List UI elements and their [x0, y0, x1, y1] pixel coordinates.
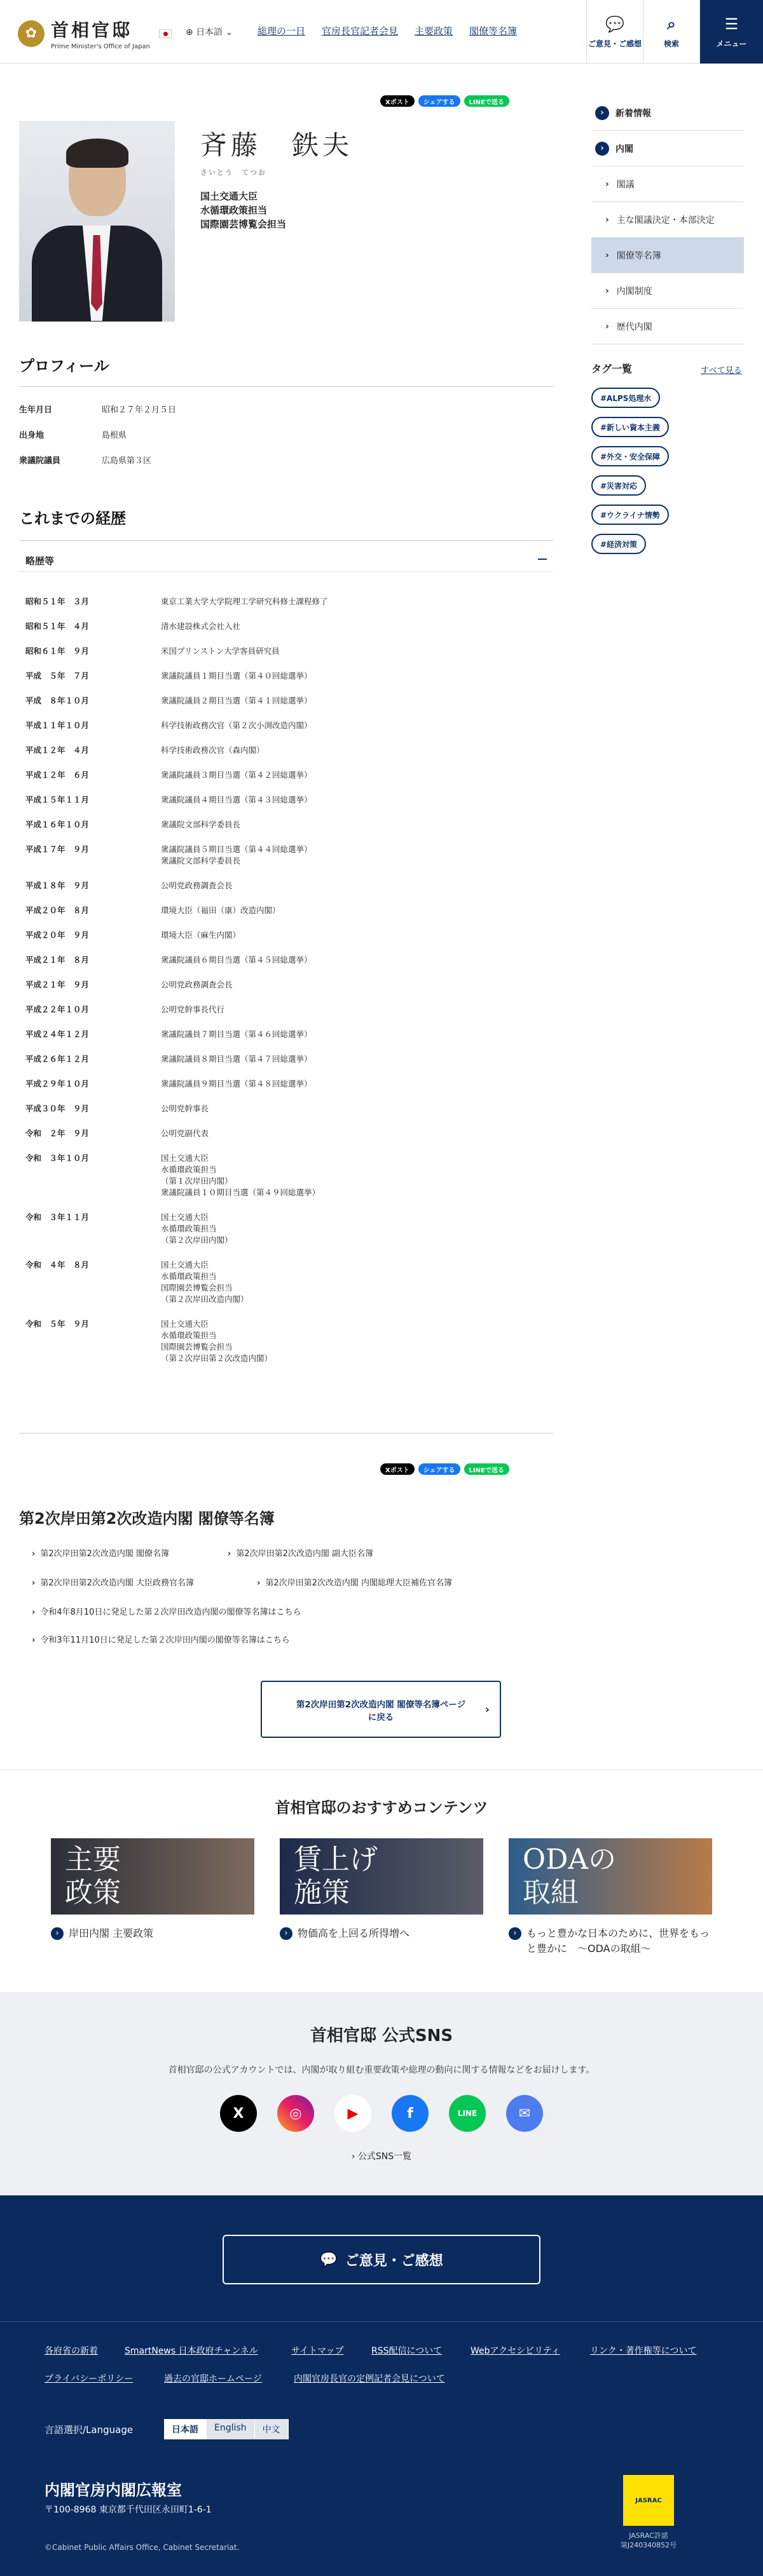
- career-row: [25, 1128, 209, 1139]
- career-event-line: 環境大臣（麻生内閣）: [161, 930, 241, 940]
- footer-address: 〒100-8968 東京都千代田区永田町1-6-1: [45, 2505, 212, 2515]
- career-row: [25, 1153, 320, 1198]
- line-share-button[interactable]: LINEで送る: [464, 95, 509, 107]
- footer-link[interactable]: SmartNews 日本政府チャンネル: [125, 2346, 258, 2356]
- back-to-cabinet-list-button[interactable]: [261, 1681, 501, 1738]
- sidebar-item-ministers[interactable]: [591, 238, 744, 273]
- career-row: [25, 695, 312, 707]
- accordion-title: 略歴等: [25, 555, 55, 567]
- sns-heading: 首相官邸 公式SNS: [310, 2026, 453, 2045]
- search-icon: ⌕: [667, 15, 676, 33]
- career-date: 昭和５１年 ３月: [25, 597, 90, 606]
- career-date: 平成２９年１０月: [25, 1079, 90, 1088]
- career-row: [25, 979, 233, 991]
- chevron-right-icon: ›: [280, 1927, 292, 1940]
- footer-opinion-button[interactable]: [223, 2235, 540, 2284]
- career-heading: これまでの経歴: [19, 510, 126, 527]
- career-date: 平成２０年 ９月: [25, 930, 90, 940]
- chevron-right-icon: ›: [351, 2152, 358, 2162]
- x-icon[interactable]: X: [220, 2095, 257, 2132]
- recommend-heading: 首相官邸のおすすめコンテンツ: [275, 1799, 488, 1817]
- career-date: 平成２６年１２月: [25, 1054, 90, 1064]
- messenger-icon[interactable]: ✉: [506, 2095, 543, 2132]
- recommend-caption: もっと豊かな日本のために、世界をもっと豊かに 〜ODAの取組〜: [526, 1927, 710, 1955]
- career-event: [161, 1319, 272, 1364]
- career-event: [161, 646, 280, 657]
- image-text: 主要: [65, 1843, 121, 1876]
- position-line: 国際園芸博覧会担当: [200, 219, 287, 230]
- recommend-caption: 岸田内閣 主要政策: [69, 1927, 154, 1939]
- career-date: 平成２０年 ８月: [25, 905, 90, 915]
- language-label: 日本語: [196, 27, 223, 37]
- footer-org: 内閣官房内閣広報室: [45, 2481, 182, 2499]
- image-text: 賃上げ: [294, 1843, 378, 1876]
- profile-key: 出身地: [19, 431, 45, 440]
- sidebar-label: 新着情報: [615, 108, 651, 119]
- career-event-line: 国際園芸博覧会担当: [161, 1342, 233, 1352]
- cabinet-link[interactable]: › 第2次岸田第2次改造内閣 大臣政務官名簿: [32, 1576, 194, 1588]
- career-row: [25, 819, 240, 830]
- career-event: [161, 670, 312, 682]
- cabinet-link[interactable]: › 第2次岸田第2次改造内閣 内閣総理大臣補佐官名簿: [257, 1576, 452, 1588]
- career-event: [161, 1259, 249, 1305]
- career-row: [25, 745, 265, 756]
- collapse-icon: [538, 559, 547, 560]
- global-nav: [258, 24, 517, 37]
- career-event: [161, 819, 240, 830]
- career-event: [161, 621, 240, 632]
- button-line: 第2次岸田第2次改造内閣 閣僚等名簿ページ: [296, 1700, 466, 1710]
- site-logo[interactable]: [18, 17, 172, 50]
- share-buttons-top: [380, 95, 509, 107]
- language-switcher: [164, 2419, 289, 2439]
- footer-link[interactable]: RSS配信について: [371, 2346, 443, 2356]
- career-date: 平成１７年 ９月: [25, 844, 90, 854]
- career-date: 平成２１年 ８月: [25, 955, 90, 965]
- footer-link[interactable]: リンク・著作権等について: [590, 2346, 697, 2356]
- jasrac-logo: JASRAC: [623, 2475, 674, 2526]
- chevron-right-icon: ›: [485, 1703, 490, 1716]
- career-event-line: 衆議院議員８期目当選（第４７回総選挙）: [161, 1054, 312, 1064]
- career-event: [161, 794, 312, 806]
- career-event-line: 公明党副代表: [161, 1129, 209, 1138]
- chevron-right-icon: ›: [595, 106, 609, 120]
- career-event-line: 清水建設株式会社入社: [161, 621, 241, 631]
- career-event: [161, 844, 312, 867]
- sidebar-item-history[interactable]: [591, 309, 744, 344]
- career-row: [25, 844, 312, 867]
- career-date: 令和 ５年 ９月: [25, 1319, 90, 1329]
- career-date: 昭和６１年 ９月: [25, 646, 90, 656]
- sns-section: [0, 1992, 763, 2195]
- career-row: [25, 1004, 224, 1015]
- career-event-line: （第２次岸田第２次改造内閣）: [161, 1353, 273, 1363]
- footer-link[interactable]: 各府省の新着: [45, 2346, 98, 2356]
- profile-row: [19, 454, 151, 466]
- image-text: 取組: [523, 1876, 579, 1909]
- career-date: 平成１５年１１月: [25, 795, 90, 804]
- minister-name-kana: さいとう てつお: [200, 168, 266, 177]
- career-event-line: 水循環政策担当: [161, 1165, 217, 1174]
- sidebar-item-system[interactable]: [591, 273, 744, 309]
- profile-value: 昭和２７年２月５日: [102, 405, 177, 415]
- profile-row: [19, 403, 176, 415]
- minister-name: 斉藤 鉄夫: [200, 130, 354, 161]
- career-row: [25, 1319, 272, 1364]
- career-event: [161, 880, 233, 891]
- menu-label: メニュー: [716, 39, 747, 48]
- cabinet-link[interactable]: › 第2次岸田第2次改造内閣 副大臣名簿: [228, 1547, 373, 1559]
- recommend-image: [51, 1838, 254, 1915]
- profile-heading: プロフィール: [19, 357, 109, 375]
- tag-ukraine[interactable]: #ウクライナ情勢: [591, 505, 669, 525]
- nav-press[interactable]: 官房長官記者会見: [322, 25, 399, 37]
- language-label: 言語選択/Language: [45, 2424, 134, 2436]
- career-date: 平成２４年１２月: [25, 1029, 90, 1039]
- globe-icon: ⊕: [186, 27, 196, 37]
- opinion-button[interactable]: [586, 0, 643, 64]
- career-row: [25, 596, 328, 607]
- profile-value: 島根県: [102, 431, 127, 440]
- sidebar-label: 内閣: [615, 144, 633, 154]
- image-text: 施策: [294, 1876, 350, 1909]
- career-event-line: 衆議院議員１０期目当選（第４９回総選挙）: [161, 1188, 320, 1197]
- divider: [0, 2321, 763, 2322]
- career-date: 平成１２年 ４月: [25, 745, 90, 755]
- menu-button[interactable]: [699, 0, 763, 64]
- jasrac-line: JASRAC許諾: [629, 2532, 668, 2540]
- chevron-right-icon: ›: [509, 1927, 521, 1940]
- career-row: [25, 794, 312, 806]
- chat-bubble-icon: 💬: [605, 15, 624, 33]
- career-event-line: 衆議院議員３期目当選（第４２回総選挙）: [161, 770, 312, 780]
- career-event: [161, 954, 312, 966]
- career-row: [25, 1259, 249, 1305]
- career-date: 平成２１年 ９月: [25, 980, 90, 989]
- youtube-icon[interactable]: ▶: [334, 2095, 371, 2132]
- instagram-icon[interactable]: ◎: [277, 2095, 314, 2132]
- position-line: 水循環政策担当: [200, 205, 268, 216]
- search-label: 検索: [663, 39, 679, 48]
- career-event-line: 衆議院議員１期目当選（第４０回総選挙）: [161, 671, 312, 681]
- career-event-line: （第２次岸田改造内閣）: [161, 1294, 249, 1304]
- career-row: [25, 769, 312, 781]
- career-event: [161, 596, 328, 607]
- career-event-line: 衆議院議員４期目当選（第４３回総選挙）: [161, 795, 312, 804]
- career-event-line: 米国プリンストン大学客員研究員: [161, 646, 280, 656]
- career-date: 平成３０年 ９月: [25, 1104, 90, 1113]
- career-row: [25, 646, 280, 657]
- career-row: [25, 720, 312, 731]
- career-event-line: 国土交通大臣: [161, 1212, 209, 1222]
- career-row: [25, 1054, 312, 1065]
- opinion-label: ご意見・ご感想: [588, 39, 642, 48]
- career-event: [161, 1128, 209, 1139]
- career-event-line: 衆議院議員２期目当選（第４１回総選挙）: [161, 696, 312, 705]
- recommend-card[interactable]: [51, 1838, 254, 1941]
- sidebar-label: › 歴代内閣: [616, 322, 652, 332]
- career-row: [25, 670, 312, 682]
- career-row: [25, 880, 233, 891]
- lang-en[interactable]: English: [207, 2419, 255, 2439]
- career-event-line: 環境大臣（福田（康）改造内閣）: [161, 905, 280, 915]
- nav-policy[interactable]: 主要政策: [415, 25, 453, 37]
- recommend-image: [509, 1838, 712, 1915]
- career-event-line: 水循環政策担当: [161, 1271, 217, 1281]
- sidebar-item-cabinet[interactable]: [591, 131, 744, 166]
- footer-link[interactable]: 内閣官房長官の定例記者会見について: [294, 2374, 445, 2384]
- divider: [19, 386, 553, 387]
- tag-economic[interactable]: #経済対策: [591, 534, 646, 554]
- sidebar-label: › 閣僚等名簿: [616, 250, 661, 261]
- lang-ja[interactable]: 日本語: [164, 2419, 207, 2439]
- career-row: [25, 905, 280, 916]
- career-event-line: 水循環政策担当: [161, 1224, 217, 1233]
- career-event-line: 衆議院議員６期目当選（第４５回総選挙）: [161, 955, 312, 965]
- career-event: [161, 1029, 312, 1040]
- line-icon[interactable]: LINE: [449, 2095, 486, 2132]
- sidebar-label: › 閣議: [616, 179, 635, 190]
- divider: [19, 1433, 553, 1434]
- career-event-line: 国土交通大臣: [161, 1319, 209, 1329]
- footer-opinion-label: ご意見・ご感想: [345, 2253, 443, 2269]
- paulownia-emblem-icon: ✿: [18, 20, 45, 47]
- career-date: 平成１６年１０月: [25, 820, 90, 829]
- chat-bubble-icon: 💬: [320, 2251, 338, 2268]
- recommend-caption: 物価高を上回る所得増へ: [298, 1927, 410, 1939]
- chevron-down-icon: ⌄: [223, 27, 233, 37]
- tag-alps[interactable]: #ALPS処理水: [591, 388, 660, 408]
- career-date: 令和 ３年１０月: [25, 1153, 90, 1163]
- profile-value: 広島県第３区: [102, 456, 152, 466]
- footer-link[interactable]: サイトマップ: [291, 2346, 344, 2356]
- career-event-line: 東京工業大学大学院理工学研究科修士課程修了: [161, 597, 328, 606]
- career-event-line: 衆議院議員５期目当選（第４４回総選挙）: [161, 844, 312, 854]
- career-date: 平成１２年 ６月: [25, 770, 90, 780]
- career-date: 平成 ８年１０月: [25, 696, 90, 705]
- sns-list-label: 公式SNS一覧: [357, 2152, 412, 2162]
- recommend-card[interactable]: [509, 1838, 712, 1956]
- nav-ministers[interactable]: 閣僚等名簿: [469, 25, 518, 37]
- divider: [19, 540, 553, 541]
- tag-diplomacy[interactable]: #外交・安全保障: [591, 446, 669, 466]
- search-button[interactable]: [643, 0, 699, 64]
- career-date: 令和 ３年１１月: [25, 1212, 90, 1222]
- career-event: [161, 1004, 224, 1015]
- career-event: [161, 1054, 312, 1065]
- cabinet-link[interactable]: › 令和4年8月10日に発足した第２次岸田改造内閣の閣僚等名簿はこちら: [32, 1605, 301, 1617]
- position-line: 国土交通大臣: [200, 191, 258, 202]
- cabinet-heading: 第2次岸田第2次改造内閣 閣僚等名簿: [19, 1510, 275, 1528]
- sidebar-item-news[interactable]: [591, 95, 744, 131]
- image-text: 政策: [65, 1876, 121, 1909]
- copyright: ©Cabinet Public Affairs Office, Cabinet Secretariat.: [45, 2543, 240, 2552]
- lang-zh[interactable]: 中文: [255, 2419, 289, 2439]
- sidebar-item-decisions[interactable]: [591, 202, 744, 238]
- nav-daily[interactable]: 総理の一日: [258, 25, 306, 37]
- career-row: [25, 1078, 312, 1090]
- career-event-line: 公明党政務調査会長: [161, 980, 233, 989]
- sns-list-link[interactable]: [0, 2150, 763, 2162]
- career-event: [161, 1212, 233, 1246]
- x-post-button[interactable]: Xポスト: [380, 1463, 415, 1475]
- footer-link[interactable]: 過去の官邸ホームページ: [164, 2374, 262, 2384]
- career-event: [161, 745, 265, 756]
- career-event-line: 衆議院議員７期目当選（第４６回総選挙）: [161, 1029, 312, 1039]
- sidebar-item-kakugi[interactable]: [591, 166, 744, 202]
- share-buttons-bottom: [380, 1463, 509, 1475]
- tags-see-all-link[interactable]: すべて見る: [701, 366, 742, 376]
- site-footer: [0, 2195, 763, 2576]
- career-event-line: 公明党幹事長代行: [161, 1005, 225, 1014]
- x-post-button[interactable]: Xポスト: [380, 95, 415, 107]
- career-date: 令和 ４年 ８月: [25, 1260, 90, 1270]
- career-date: 平成 ５年 ７月: [25, 671, 90, 681]
- career-date: 令和 ２年 ９月: [25, 1129, 90, 1138]
- language-selector[interactable]: [186, 25, 233, 38]
- recommend-card[interactable]: [280, 1838, 483, 1941]
- tags-heading: タグ一覧: [591, 363, 633, 375]
- career-event: [161, 930, 240, 941]
- logo-subtitle: Prime Minister's Office of Japan: [51, 43, 150, 50]
- career-event-line: （第１次岸田内閣）: [161, 1176, 233, 1186]
- career-row: [25, 621, 240, 632]
- career-event: [161, 1103, 209, 1115]
- site-header: [0, 0, 763, 64]
- career-event: [161, 1153, 320, 1198]
- career-event-line: 衆議院議員９期目当選（第４８回総選挙）: [161, 1079, 312, 1088]
- career-row: [25, 930, 240, 941]
- career-event: [161, 979, 233, 991]
- career-event: [161, 695, 312, 707]
- career-event-line: （第２次岸田内閣）: [161, 1235, 233, 1245]
- career-event-line: 科学技術政務次官（第２次小渕改造内閣）: [161, 721, 312, 730]
- logo-title: 首相官邸: [51, 20, 133, 41]
- jasrac-line: 第J240340852号: [620, 2541, 677, 2549]
- button-line: に戻る: [368, 1712, 394, 1723]
- career-event-line: 国際園芸博覧会担当: [161, 1283, 233, 1292]
- career-event-line: 公明党政務調査会長: [161, 881, 233, 890]
- tag-new-capitalism[interactable]: #新しい資本主義: [591, 417, 669, 437]
- facebook-share-button[interactable]: シェアする: [418, 95, 460, 107]
- minister-portrait: [19, 121, 175, 322]
- career-event: [161, 1078, 312, 1090]
- career-date: 平成１１年１０月: [25, 721, 90, 730]
- career-event-line: 衆議院文部科学委員長: [161, 820, 241, 829]
- japan-flag-icon: [159, 29, 172, 38]
- sns-description: 首相官邸の公式アカウントでは、内閣が取り組む重要政策や総理の動向に関する情報などをお届けします。: [168, 2065, 595, 2075]
- chevron-right-icon: ›: [51, 1927, 64, 1940]
- career-row: [25, 1212, 233, 1246]
- cabinet-link[interactable]: › 第2次岸田第2次改造内閣 閣僚名簿: [32, 1547, 169, 1559]
- career-event-line: 水循環政策担当: [161, 1331, 217, 1340]
- sidebar-label: › 内閣制度: [616, 286, 652, 297]
- recommend-image: [280, 1838, 483, 1915]
- career-event-line: 衆議院文部科学委員長: [161, 856, 241, 865]
- hamburger-icon: ☰: [724, 15, 739, 33]
- career-event-line: 国土交通大臣: [161, 1260, 209, 1270]
- facebook-icon[interactable]: f: [392, 2095, 429, 2132]
- career-accordion[interactable]: [19, 546, 553, 572]
- footer-link[interactable]: Webアクセシビリティ: [471, 2346, 560, 2356]
- facebook-share-button[interactable]: シェアする: [418, 1463, 460, 1475]
- career-date: 昭和５１年 ４月: [25, 621, 90, 631]
- profile-key: 生年月日: [19, 405, 53, 415]
- career-event-line: 公明党幹事長: [161, 1104, 209, 1113]
- cabinet-link[interactable]: › 令和3年11月10日に発足した第２次岸田内閣の閣僚等名簿はこちら: [32, 1633, 290, 1645]
- jasrac-permit: [614, 2531, 684, 2550]
- career-event-line: 科学技術政務次官（森内閣）: [161, 745, 265, 755]
- profile-key: 衆議院議員: [19, 456, 61, 466]
- career-event: [161, 769, 312, 781]
- line-share-button[interactable]: LINEで送る: [464, 1463, 509, 1475]
- career-row: [25, 1029, 312, 1040]
- image-text: ODAの: [523, 1843, 617, 1876]
- profile-row: [19, 428, 127, 440]
- chevron-right-icon: ›: [595, 142, 609, 156]
- career-event: [161, 905, 280, 916]
- career-event-line: 国土交通大臣: [161, 1153, 209, 1163]
- footer-link[interactable]: プライバシーポリシー: [45, 2374, 134, 2384]
- career-date: 平成２２年１０月: [25, 1005, 90, 1014]
- career-date: 平成１８年 ９月: [25, 881, 90, 890]
- career-event: [161, 720, 312, 731]
- career-row: [25, 954, 312, 966]
- minister-positions: [200, 189, 286, 231]
- career-row: [25, 1103, 209, 1115]
- sidebar-label: › 主な閣議決定・本部決定: [616, 215, 715, 226]
- tag-disaster[interactable]: #災害対応: [591, 475, 646, 496]
